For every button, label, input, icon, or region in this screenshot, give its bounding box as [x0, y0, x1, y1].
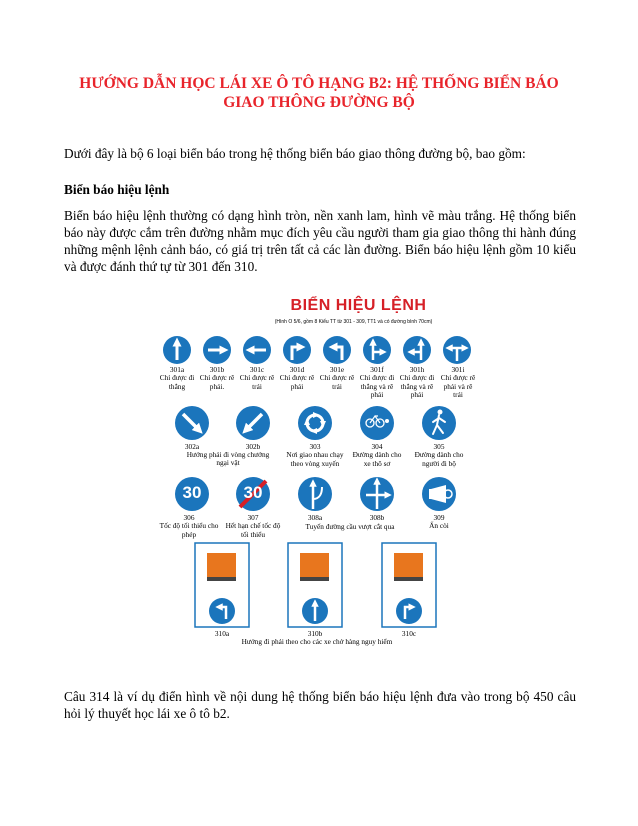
sign-label: 301a Chỉ được đi thẳng [159, 365, 195, 391]
sign-310a-dangerous-cargo-left-icon [195, 543, 249, 627]
sign-301b-turn-right-icon [203, 336, 231, 364]
footer-paragraph: Câu 314 là ví dụ điển hình về nội dung hệ thống biển báo hiệu lệnh đưa vào trong bộ 450 câu hỏi lý thuyết học lái xe ô tô b2. [64, 689, 576, 721]
sign-label: 301c Chỉ được rẽ trái [239, 365, 275, 391]
sign-309-horn-icon [422, 477, 456, 511]
sign-code: 308b [369, 513, 385, 522]
sign-label: 301e Chỉ được rẽ trái [319, 365, 355, 391]
sign-label: 301b Chỉ được rẽ phải. [199, 365, 235, 391]
sign-code: 302a [184, 442, 200, 451]
intro-paragraph: Dưới đây là bộ 6 loại biển báo trong hệ thống biển báo giao thông đường bộ, bao gồm: [64, 146, 526, 161]
sign-301h-straight-left-icon [403, 336, 431, 364]
sign-label: 301f Chỉ được đi thẳng và rẽ phải [359, 365, 395, 400]
sign-label: 305 Đường dành cho người đi bộ [414, 442, 464, 468]
sign-label: 301i Chỉ được rẽ phải và rẽ trái [440, 365, 476, 400]
sign-code: 302b [245, 442, 261, 451]
sign-label: 304 Đường dành cho xe thô sơ [352, 442, 402, 468]
sign-301d-right-icon [283, 336, 311, 364]
sign-301a-straight-icon [163, 336, 191, 364]
sign-305-pedestrian-icon [422, 406, 456, 440]
sign-label: 303 Nơi giao nhau chạy theo vòng xuyến [286, 442, 344, 468]
sign-label: 306 Tốc độ tối thiểu cho phép [159, 513, 219, 539]
sign-label: 301d Chỉ được rẽ phải [279, 365, 315, 391]
poster-graphics [150, 297, 483, 647]
sign-301c-turn-left-icon [243, 336, 271, 364]
sign-310c-dangerous-cargo-right-icon [382, 543, 436, 627]
sign-code: 310b [307, 629, 323, 638]
section-heading: Biển báo hiệu lệnh [64, 182, 170, 197]
sign-302b-keep-left-icon [236, 406, 270, 440]
sign-301f-straight-right-icon [363, 336, 391, 364]
sign-304-bicycle-icon [360, 406, 394, 440]
sign-310b-dangerous-cargo-straight-icon [288, 543, 342, 627]
poster-subtitle: (Hình O 5/6, gồm 8 Kiểu TT từ 301 - 309, TT1 và có đường bình 70cm) [274, 319, 433, 325]
sign-303-roundabout-icon [298, 406, 332, 440]
page-title: HƯỚNG DẪN HỌC LÁI XE Ô TÔ HẠNG B2: HỆ THỐNG BIỂN BÁO GIAO THÔNG ĐƯỜNG BỘ [79, 75, 559, 111]
sign-308b-overpass-icon [360, 477, 394, 511]
sign-308a-overpass-icon [298, 477, 332, 511]
regulatory-signs-poster [150, 297, 483, 647]
sign-code: 308a [307, 513, 323, 522]
sign-label: 301h Chỉ được đi thẳng và rẽ phải [399, 365, 435, 400]
section-body-paragraph: Biển báo hiệu lệnh thường có dạng hình tròn, nền xanh lam, hình vẽ màu trắng. Hệ thống biển báo này được cắm trên đường nhằm mục đích yêu cầu người tham gia giao thông thi hành đúng những mệnh lệnh cảnh báo, có giá trị trên tất cả các làn đường. Biển báo hiệu lệnh gồm 10 kiểu và được đánh thứ tự từ 301 đến 310. [64, 208, 576, 274]
sign-301e-left-icon [323, 336, 351, 364]
sign-code: 310a [214, 629, 230, 638]
sign-code: 310c [401, 629, 417, 638]
shared-label-302: Hướng phải đi vòng chướng ngại vật [186, 450, 270, 468]
shared-label-308: Tuyến đường cầu vượt cắt qua [305, 522, 395, 531]
sign-label: 309 Ấn còi [429, 513, 449, 531]
speed-value-307: 30 [243, 483, 263, 502]
speed-value-306: 30 [182, 483, 202, 502]
sign-301i-left-right-icon [443, 336, 471, 364]
shared-label-310: Hướng đi phải theo cho các xe chở hàng nguy hiểm [241, 637, 393, 646]
poster-title: BIỂN HIỆU LỆNH [290, 297, 427, 314]
sign-302a-keep-right-icon [175, 406, 209, 440]
sign-label: 307 Hết hạn chế tốc độ tối thiểu [225, 513, 281, 539]
